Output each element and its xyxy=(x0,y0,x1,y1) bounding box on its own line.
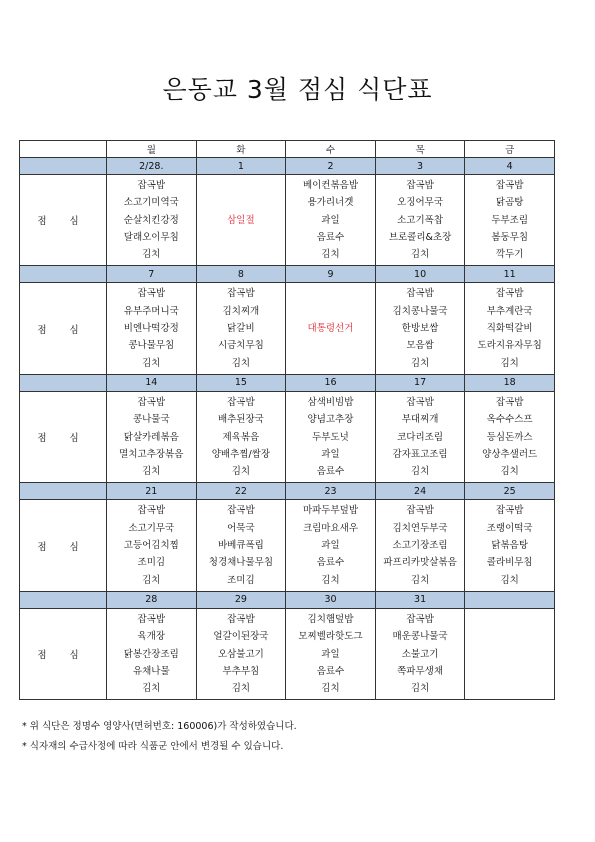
date-cell: 28 xyxy=(107,591,197,608)
menu-item: 김치연두부국 xyxy=(392,522,448,534)
menu-item: 순살치킨강정 xyxy=(123,214,179,226)
menu-item: 김치 xyxy=(231,357,251,369)
meal-label: 점 심 xyxy=(20,391,107,482)
menu-item: 어묵국 xyxy=(227,522,255,534)
day-header: 수 xyxy=(286,141,376,158)
menu-item: 김치 xyxy=(410,249,430,261)
date-cell: 2 xyxy=(286,158,376,175)
page-title: 은동교 3월 점심 식단표 xyxy=(162,75,433,104)
menu-item: 잡곡밥 xyxy=(406,505,434,517)
menu-item: 양배추찜/쌈장 xyxy=(211,448,271,460)
blank-line xyxy=(197,194,286,211)
menu-item: 쪽파무생채 xyxy=(397,665,444,677)
corner-cell xyxy=(20,141,107,158)
blank-line xyxy=(197,229,286,246)
date-row-corner xyxy=(20,374,107,391)
date-row xyxy=(20,374,555,391)
date-cell: 17 xyxy=(375,374,465,391)
menu-item: 잡곡밥 xyxy=(495,505,524,517)
menu-item: 닭봉간장조림 xyxy=(123,648,179,660)
blank-line xyxy=(197,246,286,263)
menu-item: 음료수 xyxy=(316,665,345,677)
menu-item: 비엔나떡강정 xyxy=(123,323,179,335)
menu-item: 김치 xyxy=(142,574,161,586)
meal-label: 점 심 xyxy=(20,175,107,266)
menu-item: 삼색비빔밥 xyxy=(307,396,354,408)
menu-item: 깍두기 xyxy=(495,249,524,261)
date-cell: 23 xyxy=(286,483,376,500)
menu-item: 김치 xyxy=(142,683,161,695)
menu-item: 과일 xyxy=(321,448,340,460)
menu-cell xyxy=(286,175,376,266)
menu-item: 달래오이무침 xyxy=(123,231,179,243)
menu-item: 잡곡밥 xyxy=(137,180,166,191)
menu-item: 감자표고조림 xyxy=(392,448,448,460)
menu-item: 김치 xyxy=(410,574,430,586)
blank-line xyxy=(465,611,554,628)
menu-cell xyxy=(375,608,465,699)
menu-item: 매운콩나물국 xyxy=(392,631,448,643)
menu-item: 김치햄덮밥 xyxy=(307,613,354,625)
blank-line xyxy=(465,646,554,663)
footnote: * 식자재의 수급사정에 따라 식품군 안에서 변경될 수 있습니다. xyxy=(22,741,284,752)
blank-line xyxy=(286,303,375,320)
menu-cell xyxy=(107,391,197,482)
menu-item: 닭살카레볶음 xyxy=(123,431,179,443)
menu-item: 양상추샐러드 xyxy=(482,448,538,460)
menu-item: 조미김 xyxy=(137,557,166,569)
menu-item: 김치 xyxy=(410,683,430,695)
date-cell: 8 xyxy=(196,266,286,283)
menu-item: 잡곡밥 xyxy=(227,613,255,625)
menu-cell xyxy=(196,175,286,266)
menu-cell xyxy=(196,500,286,591)
menu-item: 소고기장조림 xyxy=(392,540,448,552)
menu-cell xyxy=(465,391,555,482)
date-cell: 18 xyxy=(465,374,555,391)
menu-item: 배추된장국 xyxy=(217,414,264,426)
footnotes xyxy=(22,717,297,757)
menu-item: 잡곡밥 xyxy=(406,288,434,300)
menu-item: 잡곡밥 xyxy=(137,396,166,408)
menu-item: 김치 xyxy=(142,466,161,478)
date-row xyxy=(20,483,555,500)
day-header: 목 xyxy=(375,141,465,158)
menu-row xyxy=(20,500,555,591)
menu-item: 옥수수스프 xyxy=(486,414,533,426)
date-row-corner xyxy=(20,266,107,283)
menu-item: 김치 xyxy=(142,249,161,261)
date-cell xyxy=(465,591,555,608)
date-cell: 21 xyxy=(107,483,197,500)
menu-item: 김치 xyxy=(500,574,519,586)
menu-item: 김치 xyxy=(321,249,340,261)
menu-item: 음료수 xyxy=(316,557,345,569)
menu-item: 소고기무국 xyxy=(128,522,175,534)
menu-cell xyxy=(286,500,376,591)
menu-cell xyxy=(375,175,465,266)
menu-item: 과일 xyxy=(321,540,340,552)
menu-item: 마파두부덮밥 xyxy=(302,505,359,517)
menu-item: 음료수 xyxy=(316,466,345,478)
menu-table xyxy=(19,140,555,700)
menu-item: 잡곡밥 xyxy=(227,396,255,408)
menu-item: 김치 xyxy=(321,574,340,586)
menu-item: 시금치무침 xyxy=(217,340,264,352)
menu-cell xyxy=(107,175,197,266)
menu-item: 코다리조림 xyxy=(397,431,444,443)
menu-item: 잡곡밥 xyxy=(495,180,524,191)
menu-item: 등심돈까스 xyxy=(486,431,533,443)
menu-cell xyxy=(465,608,555,699)
menu-item: 잡곡밥 xyxy=(227,288,255,300)
menu-item: 조미김 xyxy=(227,574,255,586)
menu-cell xyxy=(107,500,197,591)
menu-item: 김치 xyxy=(231,683,251,695)
menu-item: 닭갈비 xyxy=(227,323,255,335)
menu-item: 잡곡밥 xyxy=(137,505,166,517)
menu-item: 음료수 xyxy=(316,231,345,243)
menu-cell xyxy=(465,500,555,591)
menu-item: 양념고추장 xyxy=(307,414,354,426)
menu-item: 브로콜리&초장 xyxy=(388,231,452,243)
menu-item: 김치 xyxy=(500,357,519,369)
menu-item: 김치 xyxy=(321,683,340,695)
date-cell: 16 xyxy=(286,374,376,391)
menu-item: 부추계란국 xyxy=(486,305,533,317)
menu-item: 잡곡밥 xyxy=(137,613,166,625)
holiday-label: 삼일절 xyxy=(227,214,255,226)
date-cell: 1 xyxy=(196,158,286,175)
blank-line xyxy=(286,337,375,354)
menu-item: 크림마요새우 xyxy=(302,522,359,534)
date-cell: 24 xyxy=(375,483,465,500)
date-row xyxy=(20,158,555,175)
date-cell: 4 xyxy=(465,158,555,175)
menu-cell xyxy=(465,175,555,266)
menu-item: 잡곡밥 xyxy=(406,613,434,625)
date-cell: 2/28. xyxy=(107,158,197,175)
menu-item: 육개장 xyxy=(137,631,166,643)
date-row xyxy=(20,591,555,608)
menu-item: 소고기폭찹 xyxy=(397,214,444,226)
date-cell: 3 xyxy=(375,158,465,175)
date-row-corner xyxy=(20,591,107,608)
menu-item: 모음쌈 xyxy=(406,340,434,352)
menu-item: 고등어김치찜 xyxy=(123,540,179,552)
menu-item: 용가리너겟 xyxy=(307,197,354,209)
menu-item: 과일 xyxy=(321,214,340,226)
date-cell: 29 xyxy=(196,591,286,608)
menu-item: 소불고기 xyxy=(401,648,439,660)
blank-line xyxy=(465,680,554,697)
menu-item: 두부조림 xyxy=(491,214,529,226)
meal-label: 점 심 xyxy=(20,608,107,699)
menu-item: 김치 xyxy=(231,466,251,478)
blank-line xyxy=(286,285,375,302)
menu-cell xyxy=(375,283,465,374)
menu-item: 잡곡밥 xyxy=(495,396,524,408)
menu-item: 파프리카맛살볶음 xyxy=(383,557,457,569)
holiday-label: 대통령선거 xyxy=(307,323,354,335)
menu-cell xyxy=(286,608,376,699)
menu-item: 잡곡밥 xyxy=(495,288,524,300)
menu-item: 김치찌개 xyxy=(222,305,260,317)
menu-item: 김치 xyxy=(410,357,430,369)
menu-item: 유채나물 xyxy=(132,665,170,677)
menu-cell xyxy=(196,608,286,699)
menu-item: 잡곡밥 xyxy=(227,505,255,517)
date-cell: 25 xyxy=(465,483,555,500)
menu-item: 닭볶음탕 xyxy=(491,540,529,552)
menu-cell xyxy=(196,391,286,482)
blank-line xyxy=(465,628,554,645)
menu-cell xyxy=(375,500,465,591)
menu-item: 과일 xyxy=(321,648,340,660)
day-header-row xyxy=(20,141,555,158)
menu-item: 도라지유자무침 xyxy=(477,340,542,352)
blank-line xyxy=(286,355,375,372)
menu-item: 부대찌개 xyxy=(401,414,439,426)
menu-item: 김치 xyxy=(142,357,161,369)
menu-item: 조랭이떡국 xyxy=(486,522,533,534)
menu-item: 두부도넛 xyxy=(312,431,349,443)
menu-item: 오징어무국 xyxy=(397,197,444,209)
date-cell: 11 xyxy=(465,266,555,283)
menu-item: 한방보쌈 xyxy=(401,323,439,335)
menu-item: 얼갈이된장국 xyxy=(213,631,269,643)
date-row-corner xyxy=(20,158,107,175)
date-cell: 7 xyxy=(107,266,197,283)
menu-item: 김치 xyxy=(410,466,430,478)
menu-cell xyxy=(196,283,286,374)
menu-item: 유부주머니국 xyxy=(123,305,179,317)
menu-item: 김치콩나물국 xyxy=(392,305,448,317)
menu-item: 소고기미역국 xyxy=(123,197,179,209)
date-row-corner xyxy=(20,483,107,500)
menu-item: 봄동무침 xyxy=(491,231,529,243)
menu-item: 베이컨볶음밥 xyxy=(302,180,359,191)
date-cell: 31 xyxy=(375,591,465,608)
menu-cell xyxy=(465,283,555,374)
menu-row xyxy=(20,391,555,482)
menu-item: 모찌벨라핫도그 xyxy=(298,631,363,643)
blank-line xyxy=(197,177,286,194)
date-row xyxy=(20,266,555,283)
menu-item: 콩나물무침 xyxy=(128,340,175,352)
menu-item: 닭곰탕 xyxy=(495,197,524,209)
menu-item: 잡곡밥 xyxy=(406,180,434,191)
menu-item: 김치 xyxy=(500,466,519,478)
blank-line xyxy=(465,663,554,680)
menu-cell xyxy=(107,283,197,374)
menu-body xyxy=(20,158,555,700)
date-cell: 30 xyxy=(286,591,376,608)
menu-cell xyxy=(286,283,376,374)
date-cell: 10 xyxy=(375,266,465,283)
menu-item: 오삼불고기 xyxy=(217,648,264,660)
menu-row xyxy=(20,175,555,266)
day-header: 월 xyxy=(107,141,197,158)
menu-item: 바베큐폭립 xyxy=(217,540,264,552)
menu-item: 콩나물국 xyxy=(132,414,170,426)
menu-item: 잡곡밥 xyxy=(406,396,434,408)
menu-cell xyxy=(375,391,465,482)
menu-item: 잡곡밥 xyxy=(137,288,166,300)
meal-label: 점 심 xyxy=(20,283,107,374)
menu-cell xyxy=(286,391,376,482)
menu-cell xyxy=(107,608,197,699)
menu-row xyxy=(20,608,555,699)
menu-item: 청경채나물무침 xyxy=(208,557,274,569)
day-header: 화 xyxy=(196,141,286,158)
meal-label: 점 심 xyxy=(20,500,107,591)
menu-row xyxy=(20,283,555,374)
footnote: * 위 식단은 정명수 영양사(면허번호: 160006)가 작성하였습니다. xyxy=(22,721,297,732)
day-header: 금 xyxy=(465,141,555,158)
menu-item: 멸치고추장볶음 xyxy=(119,448,184,460)
menu-item: 직화떡갈비 xyxy=(486,323,533,335)
date-cell: 15 xyxy=(196,374,286,391)
menu-item: 제육볶음 xyxy=(222,431,260,443)
date-cell: 9 xyxy=(286,266,376,283)
date-cell: 22 xyxy=(196,483,286,500)
menu-item: 콜라비무침 xyxy=(486,557,533,569)
date-cell: 14 xyxy=(107,374,197,391)
menu-item: 부추부침 xyxy=(222,665,260,677)
